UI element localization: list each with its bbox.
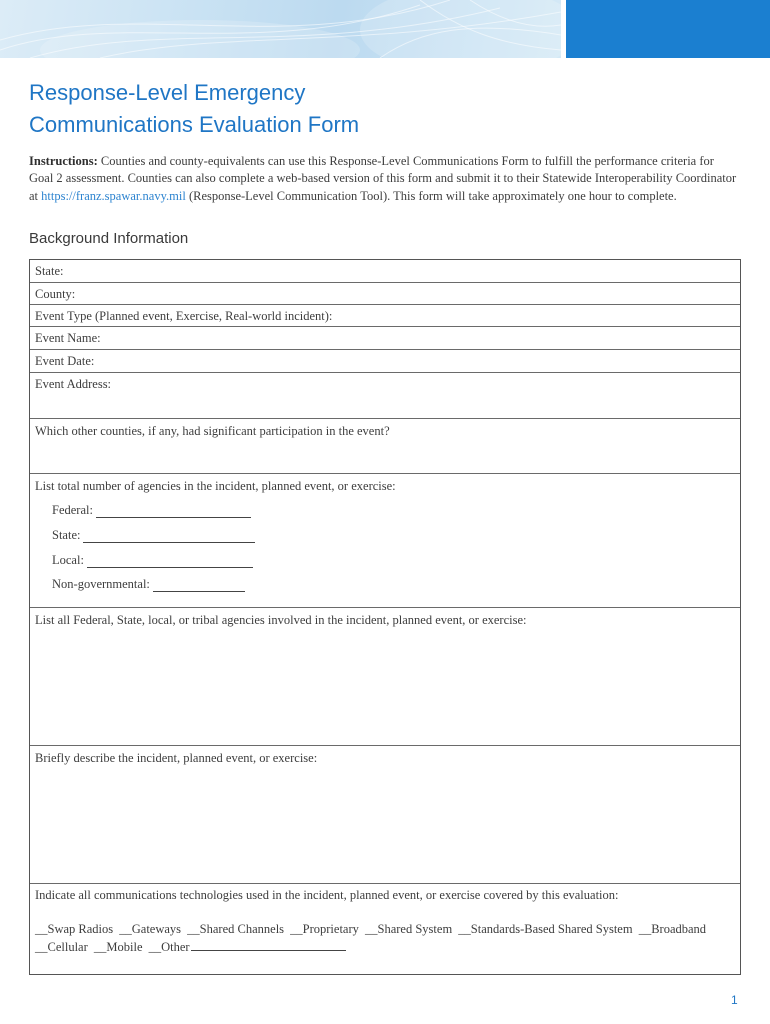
section-heading: Background Information <box>29 230 189 247</box>
instructions-text: Counties and county-equivalents can use this Response-Level Communications Form to fulfill the performance criteria for Goal 2 assessment. Counties can also complete a web-based version of this form and submit it to their Statewide Interoperability Coordinator at <box>29 154 737 203</box>
event-name-field[interactable] <box>30 327 740 350</box>
event-address-field[interactable] <box>30 373 740 419</box>
header-banner-graphic <box>0 0 561 58</box>
local-count-field <box>52 553 253 568</box>
agency-list-label: List all Federal, State, local, or tribal agencies involved in the incident, planned event, or exercise: <box>35 613 527 627</box>
broadband-option[interactable]: __Broadband <box>638 922 707 936</box>
state-field[interactable] <box>30 260 740 283</box>
other-option[interactable]: __Other <box>148 940 190 954</box>
other-technology-input[interactable] <box>191 939 346 951</box>
non-governmental-count-field <box>52 577 245 592</box>
technologies-section <box>30 884 740 974</box>
instructions-paragraph <box>29 153 741 205</box>
describe-label: Briefly describe the incident, planned event, or exercise: <box>35 751 318 765</box>
state-count-label: State: <box>52 528 81 542</box>
event-type-label: Event Type (Planned event, Exercise, Real-world incident): <box>35 309 333 323</box>
shared-channels-option[interactable]: __Shared Channels <box>187 922 285 936</box>
non-governmental-count-input[interactable] <box>153 580 245 592</box>
standards-based-option[interactable]: __Standards-Based Shared System <box>458 922 633 936</box>
federal-count-input[interactable] <box>96 506 251 518</box>
franz-link[interactable]: https://franz.spawar.navy.mil <box>41 188 186 203</box>
mobile-option[interactable]: __Mobile <box>93 940 143 954</box>
swap-radios-option[interactable]: __Swap Radios <box>35 922 114 936</box>
other-counties-field[interactable] <box>30 419 740 474</box>
technology-options-line-2 <box>35 939 346 955</box>
local-count-input[interactable] <box>87 556 253 568</box>
header-banner-block <box>566 0 770 58</box>
event-name-label: Event Name: <box>35 331 101 345</box>
cellular-option[interactable]: __Cellular <box>35 940 88 954</box>
event-date-label: Event Date: <box>35 354 95 368</box>
state-count-field <box>52 528 255 543</box>
describe-field[interactable] <box>30 746 740 884</box>
federal-label: Federal: <box>52 503 93 517</box>
event-address-label: Event Address: <box>35 377 112 391</box>
technologies-label: Indicate all communications technologies used in the incident, planned event, or exercise covered by this evaluation: <box>35 888 619 902</box>
agency-count-label: List total number of agencies in the incident, planned event, or exercise: <box>35 479 396 493</box>
technology-options-line-1 <box>35 922 709 937</box>
county-field[interactable] <box>30 283 740 305</box>
gateways-option[interactable]: __Gateways <box>119 922 182 936</box>
agency-list-field[interactable] <box>30 608 740 746</box>
decorative-lines-graphic <box>0 0 561 58</box>
agency-count-section <box>30 474 740 608</box>
page-title <box>29 77 549 141</box>
state-label: State: <box>35 264 64 278</box>
local-label: Local: <box>52 553 84 567</box>
other-counties-label: Which other counties, if any, had significant participation in the event? <box>35 424 390 438</box>
proprietary-option[interactable]: __Proprietary <box>290 922 359 936</box>
title-line-1: Response-Level Emergency <box>29 80 306 105</box>
non-governmental-label: Non-governmental: <box>52 577 150 591</box>
event-type-field[interactable] <box>30 305 740 327</box>
instructions-text-end: (Response-Level Communication Tool). This form will take approximately one hour to complete. <box>185 188 677 203</box>
title-line-2: Communications Evaluation Form <box>29 112 360 137</box>
state-count-input[interactable] <box>83 531 255 543</box>
shared-system-option[interactable]: __Shared System <box>365 922 453 936</box>
page-number: 1 <box>731 993 738 1007</box>
event-date-field[interactable] <box>30 350 740 373</box>
county-label: County: <box>35 287 76 301</box>
federal-count-field <box>52 503 251 518</box>
background-info-form <box>29 259 741 975</box>
instructions-label: Instructions: <box>29 154 98 168</box>
